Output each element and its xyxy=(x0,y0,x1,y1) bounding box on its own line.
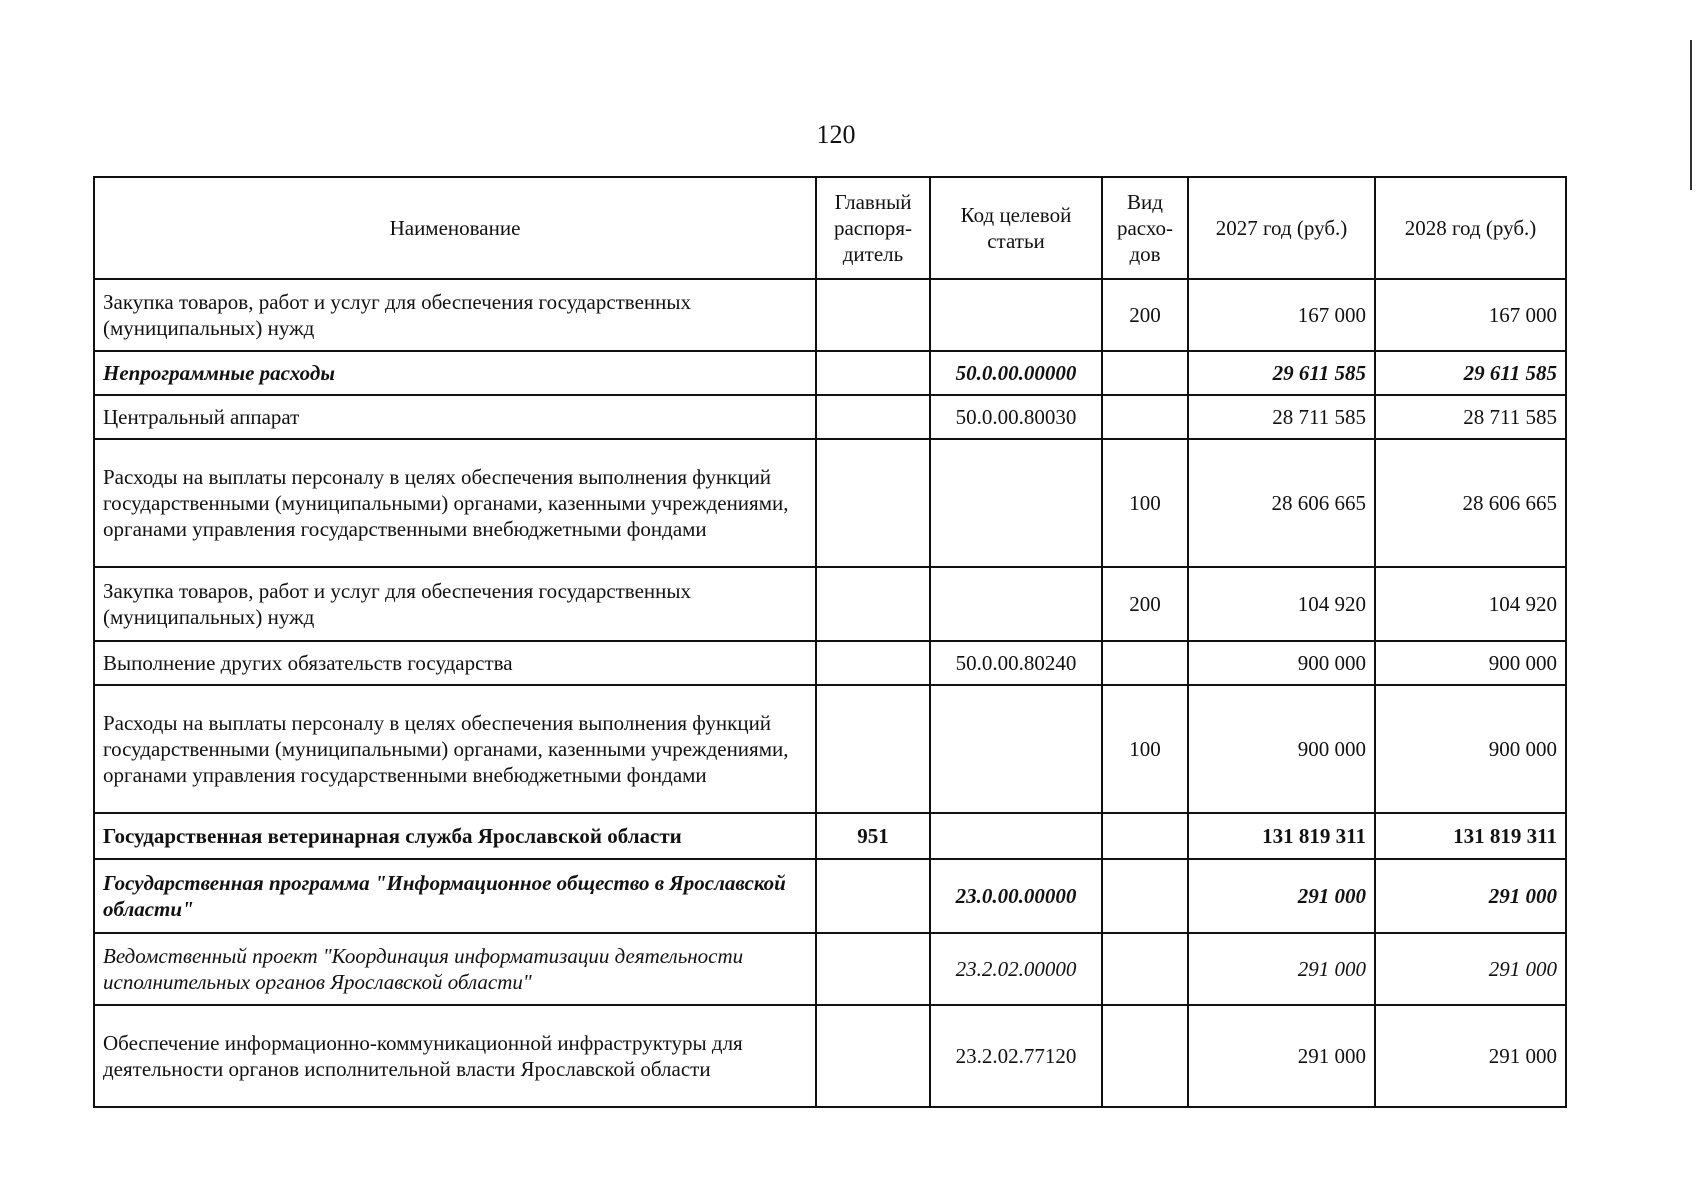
header-code: Код целевой статьи xyxy=(930,177,1102,279)
cell-code: 23.0.00.00000 xyxy=(930,859,1102,933)
cell-manager xyxy=(816,685,930,813)
cell-2027: 900 000 xyxy=(1188,685,1375,813)
cell-name: Расходы на выплаты персоналу в целях обеспечения выполнения функций государственными (муниципальными) органами, казенными учреждениями, органами управления государственными внебюджетными фондами xyxy=(94,439,816,567)
table-row xyxy=(94,933,1566,1005)
table-row xyxy=(94,641,1566,685)
cell-manager xyxy=(816,567,930,641)
table-row xyxy=(94,395,1566,439)
cell-code xyxy=(930,567,1102,641)
cell-code: 50.0.00.80240 xyxy=(930,641,1102,685)
cell-type xyxy=(1102,351,1188,395)
table-row xyxy=(94,567,1566,641)
cell-2027: 167 000 xyxy=(1188,279,1375,351)
cell-manager xyxy=(816,351,930,395)
cell-type xyxy=(1102,641,1188,685)
cell-2028: 28 606 665 xyxy=(1375,439,1566,567)
cell-manager xyxy=(816,279,930,351)
cell-2027: 29 611 585 xyxy=(1188,351,1375,395)
cell-name: Центральный аппарат xyxy=(94,395,816,439)
cell-type: 100 xyxy=(1102,439,1188,567)
cell-manager xyxy=(816,641,930,685)
cell-name: Закупка товаров, работ и услуг для обеспечения государственных (муниципальных) нужд xyxy=(94,567,816,641)
cell-2027: 131 819 311 xyxy=(1188,813,1375,859)
cell-code xyxy=(930,279,1102,351)
cell-2027: 28 606 665 xyxy=(1188,439,1375,567)
cell-name: Непрограммные расходы xyxy=(94,351,816,395)
cell-name: Обеспечение информационно-коммуникационной инфраструктуры для деятельности органов исполнительной власти Ярославской области xyxy=(94,1005,816,1107)
cell-manager xyxy=(816,859,930,933)
page-number: 120 xyxy=(816,120,856,149)
cell-2028: 28 711 585 xyxy=(1375,395,1566,439)
cell-2028: 167 000 xyxy=(1375,279,1566,351)
table-row xyxy=(94,351,1566,395)
cell-name: Расходы на выплаты персоналу в целях обеспечения выполнения функций государственными (муниципальными) органами, казенными учреждениями, органами управления государственными внебюджетными фондами xyxy=(94,685,816,813)
cell-type xyxy=(1102,813,1188,859)
cell-2027: 900 000 xyxy=(1188,641,1375,685)
cell-manager xyxy=(816,395,930,439)
table-row xyxy=(94,439,1566,567)
cell-2028: 29 611 585 xyxy=(1375,351,1566,395)
header-type: Вид расхо-дов xyxy=(1102,177,1188,279)
cell-name: Выполнение других обязательств государства xyxy=(94,641,816,685)
cell-type xyxy=(1102,859,1188,933)
table-row xyxy=(94,813,1566,859)
cell-type xyxy=(1102,933,1188,1005)
cell-2028: 900 000 xyxy=(1375,641,1566,685)
cell-manager xyxy=(816,1005,930,1107)
header-2028: 2028 год (руб.) xyxy=(1375,177,1566,279)
cell-code: 50.0.00.00000 xyxy=(930,351,1102,395)
table-row xyxy=(94,1005,1566,1107)
table-header-row xyxy=(94,177,1566,279)
cell-2028: 104 920 xyxy=(1375,567,1566,641)
header-2027: 2027 год (руб.) xyxy=(1188,177,1375,279)
cell-2027: 291 000 xyxy=(1188,859,1375,933)
cell-type xyxy=(1102,395,1188,439)
cell-name: Ведомственный проект "Координация информатизации деятельности исполнительных органов Ярославской области" xyxy=(94,933,816,1005)
table-row xyxy=(94,685,1566,813)
cell-2028: 131 819 311 xyxy=(1375,813,1566,859)
cell-2027: 291 000 xyxy=(1188,1005,1375,1107)
cell-2027: 28 711 585 xyxy=(1188,395,1375,439)
cell-manager: 951 xyxy=(816,813,930,859)
cell-2027: 291 000 xyxy=(1188,933,1375,1005)
cell-manager xyxy=(816,933,930,1005)
cell-type: 100 xyxy=(1102,685,1188,813)
cell-name: Государственная ветеринарная служба Ярославской области xyxy=(94,813,816,859)
header-manager: Главный распоря-дитель xyxy=(816,177,930,279)
cell-type: 200 xyxy=(1102,279,1188,351)
cell-code xyxy=(930,439,1102,567)
cell-code: 23.2.02.77120 xyxy=(930,1005,1102,1107)
budget-table xyxy=(93,176,1567,1108)
cell-2028: 291 000 xyxy=(1375,859,1566,933)
cell-manager xyxy=(816,439,930,567)
cell-type: 200 xyxy=(1102,567,1188,641)
scan-edge-line xyxy=(1690,40,1692,190)
cell-name: Закупка товаров, работ и услуг для обеспечения государственных (муниципальных) нужд xyxy=(94,279,816,351)
cell-code: 50.0.00.80030 xyxy=(930,395,1102,439)
cell-code xyxy=(930,685,1102,813)
cell-2028: 291 000 xyxy=(1375,933,1566,1005)
table-row xyxy=(94,859,1566,933)
cell-code xyxy=(930,813,1102,859)
header-name: Наименование xyxy=(94,177,816,279)
cell-2028: 291 000 xyxy=(1375,1005,1566,1107)
cell-2027: 104 920 xyxy=(1188,567,1375,641)
table-row xyxy=(94,279,1566,351)
cell-2028: 900 000 xyxy=(1375,685,1566,813)
cell-type xyxy=(1102,1005,1188,1107)
cell-code: 23.2.02.00000 xyxy=(930,933,1102,1005)
cell-name: Государственная программа "Информационное общество в Ярославской области" xyxy=(94,859,816,933)
